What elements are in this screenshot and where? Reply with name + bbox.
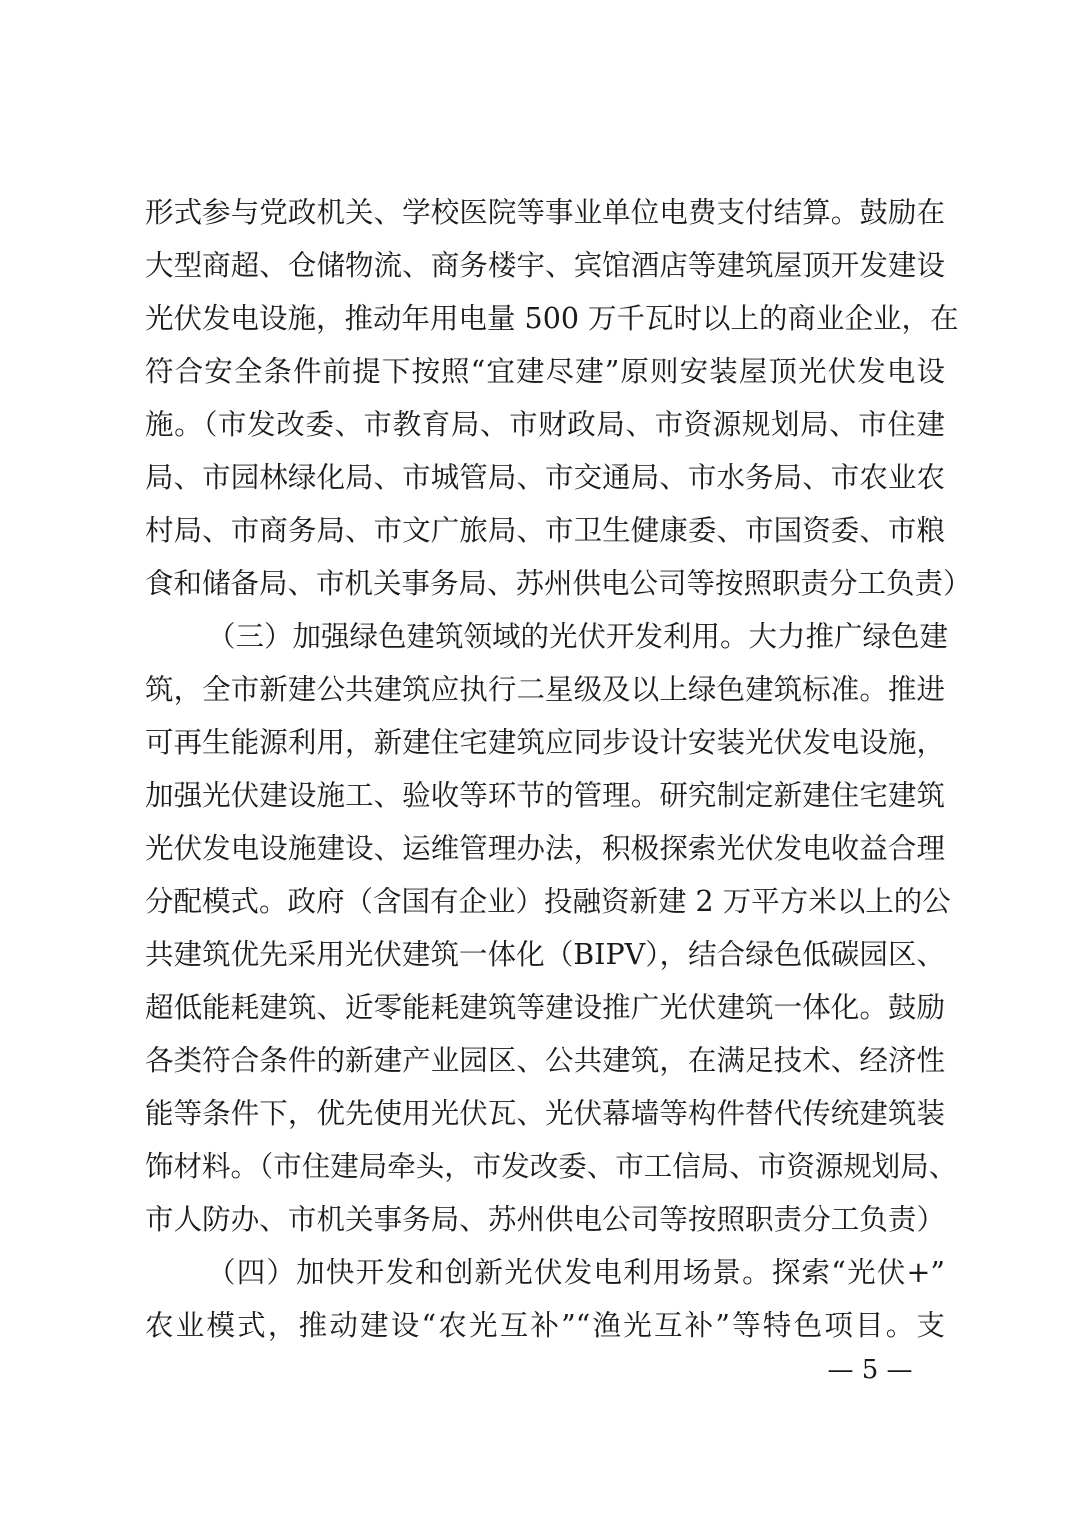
text-line: 能等条件下，优先使用光伏瓦、光伏幕墙等构件替代传统建筑装 xyxy=(145,1097,945,1130)
text-line: 光伏发电设施建设、运维管理办法，积极探索光伏发电收益合理 xyxy=(145,832,945,865)
page-number: — 5 — xyxy=(827,1355,913,1385)
text-line: 农业模式，推动建设“农光互补”“渔光互补”等特色项目。支 xyxy=(145,1309,945,1342)
text-line: 大型商超、仓储物流、商务楼宇、宾馆酒店等建筑屋顶开发建设 xyxy=(145,249,945,282)
text-line: 共建筑优先采用光伏建筑一体化（BIPV），结合绿色低碳园区、 xyxy=(145,938,945,971)
text-line: 村局、市商务局、市文广旅局、市卫生健康委、市国资委、市粮 xyxy=(145,514,945,547)
text-line: 可再生能源利用，新建住宅建筑应同步设计安装光伏发电设施， xyxy=(145,726,945,759)
section-heading-line: （四）加快开发和创新光伏发电利用场景。探索“光伏+” xyxy=(207,1256,945,1289)
text-line: 筑，全市新建公共建筑应执行二星级及以上绿色建筑标准。推进 xyxy=(145,673,945,706)
text-line: 各类符合条件的新建产业园区、公共建筑，在满足技术、经济性 xyxy=(145,1044,945,1077)
text-line: 分配模式。政府（含国有企业）投融资新建 2 万平方米以上的公 xyxy=(145,885,951,918)
text-line: 形式参与党政机关、学校医院等事业单位电费支付结算。鼓励在 xyxy=(145,196,945,229)
section-heading-line: （三）加强绿色建筑领域的光伏开发利用。大力推广绿色建 xyxy=(207,620,949,653)
text-line: 食和储备局、市机关事务局、苏州供电公司等按照职责分工负责） xyxy=(145,567,972,600)
text-line: 光伏发电设施，推动年用电量 500 万千瓦时以上的商业企业，在 xyxy=(145,302,959,335)
text-line: 市人防办、市机关事务局、苏州供电公司等按照职责分工负责） xyxy=(145,1203,945,1236)
text-line: 局、市园林绿化局、市城管局、市交通局、市水务局、市农业农 xyxy=(145,461,945,494)
text-line: 符合安全条件前提下按照“宜建尽建”原则安装屋顶光伏发电设 xyxy=(145,355,945,388)
text-line: 施。（市发改委、市教育局、市财政局、市资源规划局、市住建 xyxy=(145,408,945,441)
text-line: 饰材料。（市住建局牵头，市发改委、市工信局、市资源规划局、 xyxy=(145,1150,958,1183)
text-line: 加强光伏建设施工、验收等环节的管理。研究制定新建住宅建筑 xyxy=(145,779,945,812)
text-line: 超低能耗建筑、近零能耗建筑等建设推广光伏建筑一体化。鼓励 xyxy=(145,991,945,1024)
